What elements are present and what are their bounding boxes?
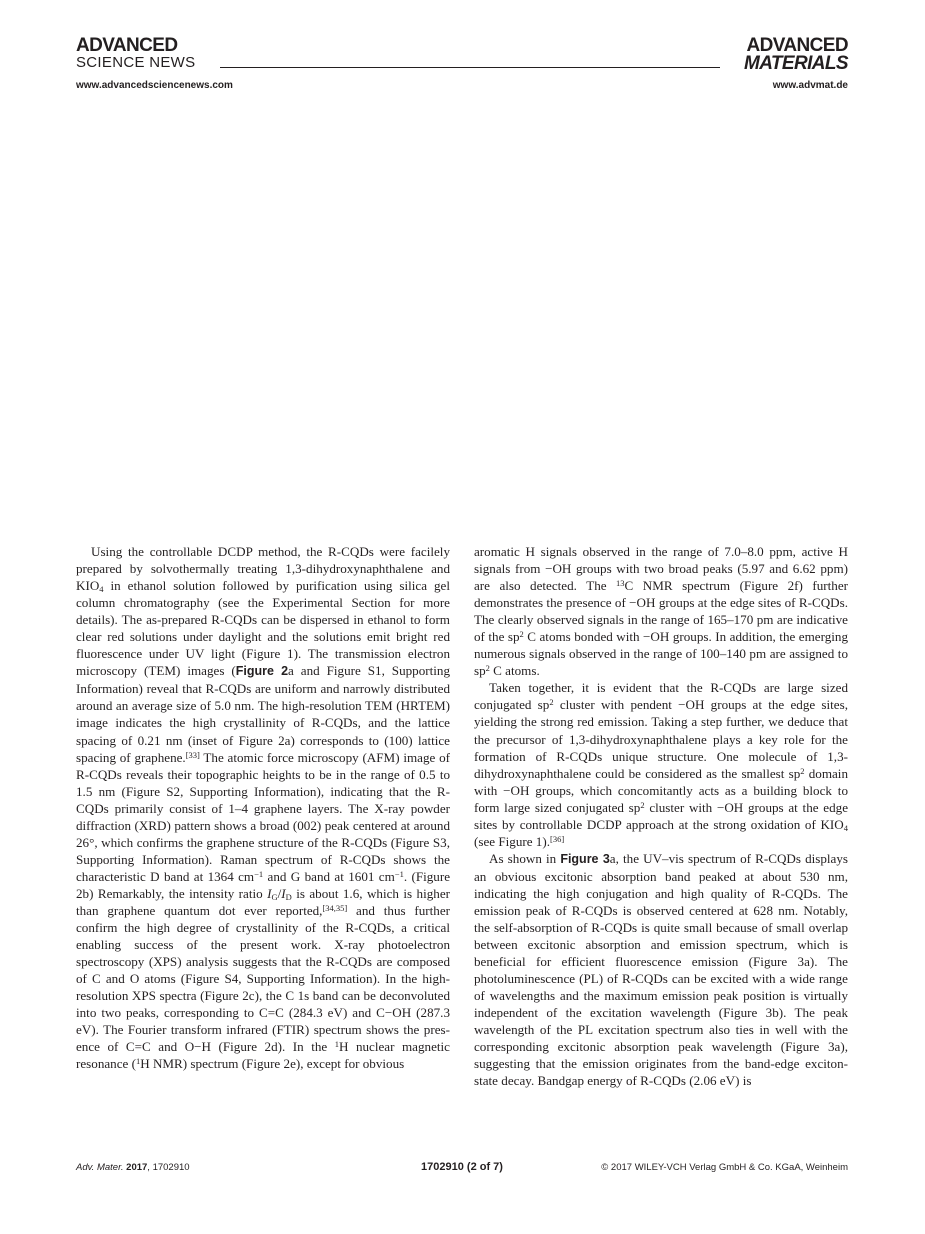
left-website-url: www.advancedsciencenews.com (76, 80, 233, 91)
right-website-url: www.advmat.de (772, 80, 848, 91)
body-paragraph: aromatic H signals observed in the range of 7.0–8.0 ppm, active H signals from −OH groups with two broad peaks (5.97 and 6.62 ppm) are also detected. The $^{13}$C NMR spectrum (Figure 2f) further demonstrates the presence of −OH groups at the edge sites of R-CQDs. The clearly observed signals in the range of 165–170 pm are indicative of the $sp^2$ C atoms bonded with −OH groups. In addition, the emerging numerous signals observed in the range of 100–140 pm are assigned to $sp^2$ C atoms. (474, 544, 848, 679)
footer-year: 2017 (126, 1162, 148, 1173)
page-footer (76, 1162, 848, 1176)
logo-left-line1: ADVANCED (76, 35, 178, 56)
footer-copyright: © 2017 WILEY-VCH Verlag GmbH & Co. KGaA, Weinheim (601, 1162, 848, 1173)
right-text-column (474, 543, 848, 1090)
page-header (76, 36, 848, 94)
body-paragraph: Taken together, it is evident that the R-CQDs are large sized conjugated $sp^2$ cluster with pendent −OH groups at the edge sites, yielding the strong red emission. Taking a step further, we deduce that the precursor of 1,3-dihydroxynaphthalene plays a key role for the formation of R-CQDs unique structure. One molecule of 1,3-dihydroxynaphthalene could be considered as the smallest $sp^2$ domain with −OH groups, which concomitantly acts as a building block to form large sized conjugated $sp^2$ cluster with −OH groups at the edge sites by controllable DCDP approach at the strong oxidation of $KIO_4$ (see Figure 1).[36] (474, 680, 849, 849)
advanced-science-news-logo (76, 36, 195, 70)
logo-right-line1: ADVANCED (746, 35, 848, 56)
body-paragraph: As shown in Figure 3a, the UV–vis spectrum of R-CQDs displays an obvious excitonic absorption band peaked at about 530 nm, indicating the high conjugation and high quality of R-CQDs. The emission peak of R-CQDs is observed centered at 628 nm. Notably, the self-absorption of R-CQDs is quite small because of small overlap between excitonic absorption and emission spectrum, which is beneficial for efficient fluorescence emission (Figure 3a). The photoluminescence (PL) of R-CQDs can be excited with a wide range of wavelengths and the maximum emission peak position is virtually independent of the excitation wavelength (Figure 3b). The peak wavelength of the PL excitation spectrum also ties in well with the corresponding excitonic absorption peak wavelength (Figure 3a), suggesting that the emission originates from the band-edge exciton-state decay. Bandgap energy of R-CQDs (2.06 eV) is (474, 850, 849, 1089)
body-paragraph: Using the controllable DCDP method, the R-CQDs were facilely prepared by solvothermally treating 1,3-dihydroxynaphthalene and $KIO_4$ in ethanol solution followed by purification using silica gel column chromatography (see the Experimental Section for more details). The as-prepared R-CQDs can be dispersed in ethanol to form clear red solutions under daylight and the solutions emit bright red fluorescence under UV light (Figure 1). The transmission electron microscopy (TEM) images (Figure 2a and Figure S1, Supporting Information) reveal that R-CQDs are uniform and narrowly distributed around an average size of 5.0 nm. The high-resolution TEM (HRTEM) image indicates the high crystallinity of R-CQDs, and the lattice spacing of 0.21 nm (inset of Figure 2a) corresponds to (100) lattice spacing of graphene.[33] The atomic force microscopy (AFM) image of R-CQDs reveals their topographic heights to be in the range of 0.5 to 1.5 nm (Figure S2, Supporting Information), indicating that the R-CQDs primarily consist of 1–4 graphene layers. The X-ray powder diffraction (XRD) pattern shows a broad (002) peak centered at around 26°, which confirms the graphene structure of the R-CQDs (Figure S3, Supporting Information). Raman spectrum of R-CQDs shows the characteristic D band at 1364 $cm^{-1}$ and G band at 1601 $cm^{-1}$. (Figure 2b) Remarkably, the intensity ratio $I_G/I_D$ is about 1.6, which is higher than graphene quantum dot ever reported,[34,35] and thus further confirm the high degree of crystallinity of the R-CQDs, a critical enabling success of the present work. X-ray photoelectron spectroscopy (XPS) analysis suggests that the R-CQDs are composed of C and O atoms (Figure S4, Supporting Information). In the high-resolution XPS spectra (Figure 2c), the C 1s band can be deconvoluted into two peaks, corresponding to C=C (284.3 eV) and C−OH (287.3 eV). The Fourier transform infrared (FTIR) spectrum shows the presence of C=C and O−H (Figure 2d). In the $^1$H nuclear magnetic resonance ($^1$H NMR) spectrum (Figure 2e), except for obvious (76, 544, 451, 1072)
footer-page-number: 1702910 (2 of 7) (421, 1161, 503, 1173)
logo-right-line2: MATERIALS (743, 53, 848, 74)
header-rule (220, 67, 720, 68)
advanced-materials-logo (744, 36, 848, 73)
logo-left-line2: SCIENCE NEWS (76, 54, 196, 71)
footer-article-number: , 1702910 (147, 1162, 190, 1173)
footer-journal: Adv. Mater. (76, 1162, 124, 1173)
left-text-column (76, 543, 450, 1072)
